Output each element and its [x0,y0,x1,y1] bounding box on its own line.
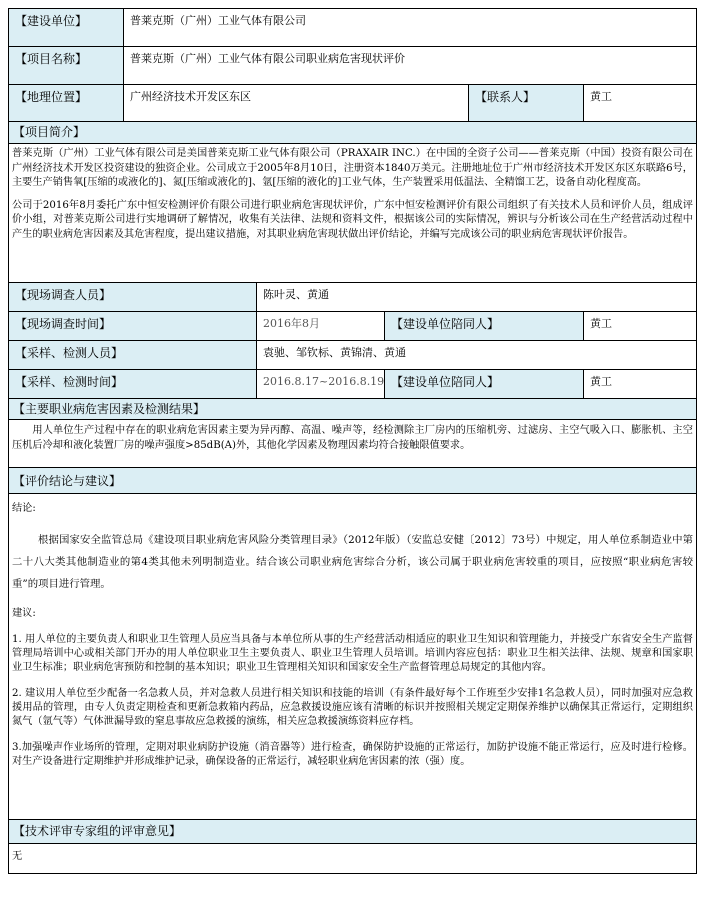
suggestion-heading: 建议: [12,607,36,619]
sampling-staff-value: 袁驰、邹钦标、黄锦清、黄通 [257,341,696,369]
sampling-time-row [8,369,697,398]
intro-text [9,144,696,282]
location-row [8,84,697,121]
conclusion-body-row [8,493,697,819]
project-value: 普莱克斯（广州）工业气体有限公司职业病危害现状评价 [124,47,696,84]
hazards-header-row [8,398,697,419]
company-value: 普莱克斯（广州）工业气体有限公司 [124,9,696,46]
survey-staff-label: 【现场调查人员】 [9,283,257,311]
suggestion-2: 2. 建议用人单位至少配备一名急救人员，并对急救人员进行相关知识和技能的培训（有条件最好每个工作班至少安排1名急救人员），同时加强对应急救援用品的管理，由专人负责定期检查和更新急救箱内药品，应急救援设施应该有清晰的标识并按照相关规定定期保养维护以确保其正常运行，定期组织氮气（氩气等）气体泄漏导致的窒息事故应急救援的演练，相关应急救援演练资料应存档。 [12,688,693,727]
survey-escort-value: 黄工 [584,312,696,340]
sampling-escort-label: 【建设单位陪同人】 [385,370,584,398]
sampling-time-label: 【采样、检测时间】 [9,370,257,398]
project-row [8,46,697,84]
expert-value: 无 [12,851,23,862]
survey-staff-row [8,282,697,311]
conclusion-label: 【评价结论与建议】 [9,468,696,493]
sampling-escort-value: 黄工 [584,370,696,398]
expert-label: 【技术评审专家组的评审意见】 [9,820,696,843]
survey-time-value: 2016年8月 [257,312,385,340]
project-info-form [8,8,697,874]
location-value: 广州经济技术开发区东区 [124,85,469,121]
contact-value: 黄工 [584,85,696,121]
contact-label: 【联系人】 [469,85,584,121]
project-label: 【项目名称】 [9,47,124,84]
intro-paragraph-2: 公司于2016年8月委托广东中恒安检测评价有限公司进行职业病危害现状评价，广东中恒安检测评价有限公司组织了有关技术人员和评价人员，组成评价小组，对普莱克斯公司进行实地调研了解情况，收集有关法律、法规和资料文件，根据该公司的实际情况，辨识与分析该公司在生产经营活动过程中产生的职业病危害因素及其危害程度，提出建议措施，对其职业病危害现状做出评价结论，并编写完成该公司的职业病危害现状评价报告。 [12,199,693,240]
expert-value-row [8,843,697,874]
location-label: 【地理位置】 [9,85,124,121]
conclusion-body [9,494,696,819]
suggestion-1: 1. 用人单位的主要负责人和职业卫生管理人员应当具备与本单位所从事的生产经营活动相适应的职业卫生知识和管理能力，并接受广东省安全生产监督管理局培训中心或相关部门开办的用人单位职业卫生主要负责人、职业卫生管理人员培训。培训内容应包括：职业卫生相关法律、法规、规章和国家职业卫生标准；职业病危害预防和控制的基本知识；职业卫生管理相关知识和国家安全生产监督管理总局规定的其他内容。 [12,634,693,673]
intro-header-row [8,121,697,143]
hazards-label: 【主要职业病危害因素及检测结果】 [9,399,696,419]
expert-header-row [8,819,697,843]
sampling-staff-label: 【采样、检测人员】 [9,341,257,369]
survey-escort-label: 【建设单位陪同人】 [385,312,584,340]
survey-time-row [8,311,697,340]
intro-paragraph-1: 普莱克斯（广州）工业气体有限公司是美国普莱克斯工业气体有限公司（PRAXAIR INC.）在中国的全资子公司——普莱克斯（中国）投资有限公司在广州经济技术开发区投资建设的独资企业。公司成立于2005年8月10日，注册资本1840万美元。注册地址位于广州市经济技术开发区东区东联路6号，主要生产销售氧[压缩的或液化的]、氮[压缩或液化的]、氩[压缩的液化的]工业气体，生产装置采用低温法、全精馏工艺，设备自动化程度高。 [12,148,693,188]
conclusion-heading: 结论: [12,503,36,514]
survey-time-label: 【现场调查时间】 [9,312,257,340]
conclusion-text: 根据国家安全监管总局《建设项目职业病危害风险分类管理目录》（2012年版）（安监总安健〔2012〕73号）中规定，用人单位系制造业中第二十八大类其他制造业的第4类其他未列明制造业。结合该公司职业病危害综合分析，该公司属于职业病危害较重的项目，应按照“职业病危害较重”的项目进行管理。 [12,533,693,590]
sampling-time-value: 2016.8.17~2016.8.19 [257,370,385,398]
company-label: 【建设单位】 [9,9,124,46]
suggestion-3: 3.加强噪声作业场所的管理，定期对职业病防护设施（消音器等）进行检查，确保防护设施的正常运行，加防护设施不能正常运行，应及时进行检修。对生产设备进行定期维护并形成维护记录，确保设备的正常运行，减轻职业病危害因素的浓（强）度。 [12,742,693,767]
hazards-text: 用人单位生产过程中存在的职业病危害因素主要为异丙醇、高温、噪声等，经检测除主厂房内的压缩机旁、过滤房、主空气吸入口、膨胀机、主空压机后冷却和液化装置厂房的噪声强度>85dB(A)外，其他化学因素及物理因素均符合接触限值要求。 [12,425,693,451]
survey-staff-value: 陈叶灵、黄通 [257,283,696,311]
company-row [8,8,697,46]
conclusion-header-row [8,467,697,493]
sampling-staff-row [8,340,697,369]
hazards-text-row [8,419,697,467]
intro-label: 【项目简介】 [9,122,696,143]
intro-text-row [8,143,697,282]
